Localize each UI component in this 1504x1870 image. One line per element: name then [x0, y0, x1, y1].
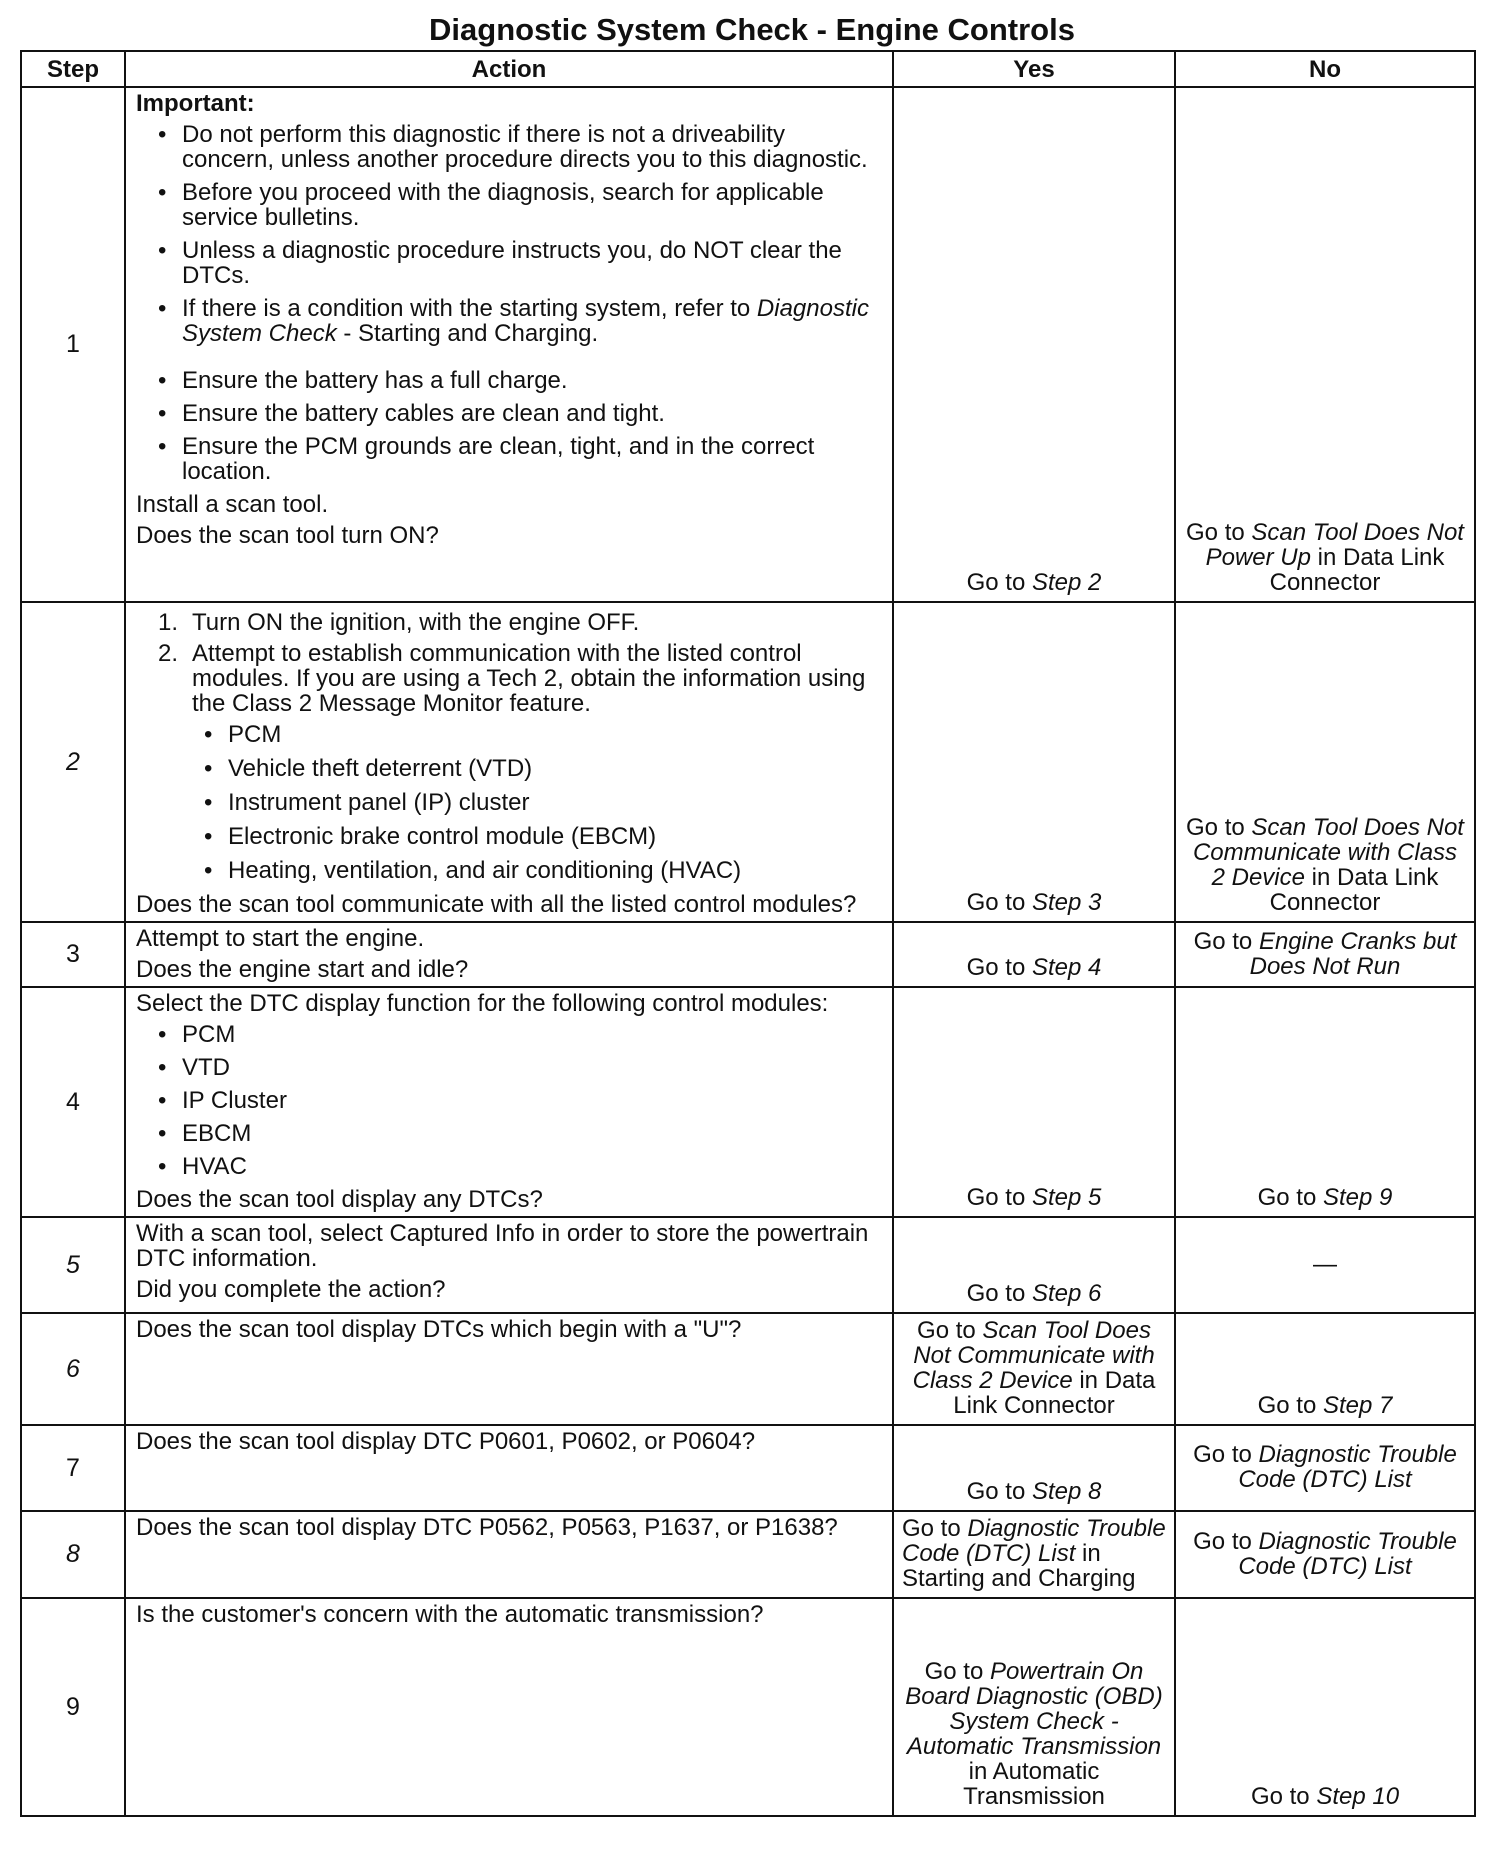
- yes-cell: [893, 1425, 1175, 1511]
- list-item: • VTD: [136, 1055, 882, 1080]
- text: Go to: [1193, 927, 1259, 955]
- header-step: Step: [21, 51, 125, 87]
- text: Go to: [1186, 519, 1252, 546]
- no-cell: [1175, 1313, 1475, 1425]
- step-number: 8: [21, 1511, 125, 1598]
- list-item: [136, 641, 882, 716]
- module-list: [136, 722, 882, 883]
- list-item: [136, 610, 882, 635]
- text: Go to: [966, 569, 1032, 596]
- reference-link[interactable]: Step 4: [1031, 954, 1102, 981]
- action-cell: [125, 1217, 893, 1313]
- table-row: [21, 602, 1475, 922]
- list-item: • EBCM: [136, 1121, 882, 1146]
- question: Does the scan tool communicate with all the listed control modules?: [136, 891, 857, 918]
- no-cell: [1175, 87, 1475, 602]
- reference-link[interactable]: Diagnostic System Check: [182, 295, 869, 347]
- list-item: • Ensure the PCM grounds are clean, tight, and in the correct location.: [136, 434, 882, 484]
- action-cell: [125, 1425, 893, 1511]
- yes-cell: [893, 602, 1175, 922]
- list-item: • Electronic brake control module (EBCM): [136, 824, 882, 849]
- text: Turn ON the ignition, with the engine OFF.: [192, 609, 640, 636]
- reference-link[interactable]: Scan Tool Does Not Communicate with Class 2 Device: [912, 1317, 1155, 1394]
- yes-cell: [893, 1511, 1175, 1598]
- important-label: Important:: [136, 90, 255, 117]
- action-cell: [125, 602, 893, 922]
- reference-link[interactable]: Diagnostic Trouble Code (DTC) List: [1238, 1527, 1457, 1580]
- action-line: Install a scan tool.: [136, 491, 329, 518]
- table-row: [21, 1217, 1475, 1313]
- text: Go to: [966, 889, 1032, 916]
- list-item: [136, 296, 882, 346]
- reference-link[interactable]: Step 10: [1316, 1783, 1400, 1810]
- question: Does the scan tool display DTC P0562, P0563, P1637, or P1638?: [136, 1514, 838, 1541]
- table-row: [21, 922, 1475, 987]
- list-item: • Ensure the battery cables are clean and tight.: [136, 401, 882, 426]
- list-item: • PCM: [136, 722, 882, 747]
- numbered-steps: [136, 610, 882, 716]
- yes-cell: [893, 1313, 1175, 1425]
- yes-cell: [893, 987, 1175, 1217]
- reference-link[interactable]: Step 7: [1322, 1392, 1393, 1419]
- reference-link[interactable]: Step 2: [1031, 569, 1102, 596]
- step-number: 7: [21, 1425, 125, 1511]
- list-item: • Vehicle theft deterrent (VTD): [136, 756, 882, 781]
- step-number: 9: [21, 1598, 125, 1816]
- text: Go to: [966, 1478, 1032, 1505]
- action-cell: [125, 1511, 893, 1598]
- no-cell: —: [1175, 1217, 1475, 1313]
- step-index: 2.: [158, 640, 179, 667]
- step-number: 2: [21, 602, 125, 922]
- list-item: • IP Cluster: [136, 1088, 882, 1113]
- no-cell: [1175, 602, 1475, 922]
- reference-link[interactable]: Diagnostic Trouble Code (DTC) List: [902, 1515, 1166, 1567]
- question: Does the scan tool turn ON?: [136, 522, 439, 549]
- no-cell: [1175, 1598, 1475, 1816]
- table-row: [21, 1511, 1475, 1598]
- step-number: 6: [21, 1313, 125, 1425]
- action-cell: [125, 87, 893, 602]
- text: Go to: [902, 1515, 968, 1542]
- step-number: 4: [21, 987, 125, 1217]
- header-action: Action: [125, 51, 893, 87]
- diagnostic-table: [20, 50, 1476, 1817]
- no-cell: [1175, 1425, 1475, 1511]
- step-number: 3: [21, 922, 125, 987]
- reference-link[interactable]: Scan Tool Does Not Power Up: [1205, 519, 1464, 571]
- text: in Automatic Transmission: [963, 1758, 1105, 1810]
- check-list: [136, 368, 882, 484]
- table-row: [21, 87, 1475, 602]
- header-yes: Yes: [893, 51, 1175, 87]
- text: Go to: [966, 1280, 1032, 1307]
- text: - Starting and Charging.: [336, 320, 599, 347]
- text: If there is a condition with the starting system, refer to: [182, 295, 757, 322]
- list-item: • Heating, ventilation, and air conditioning (HVAC): [136, 858, 882, 883]
- reference-link[interactable]: Step 5: [1031, 1184, 1102, 1211]
- question: Did you complete the action?: [136, 1276, 446, 1303]
- list-item: • Do not perform this diagnostic if there is not a driveability concern, unless another procedure directs you to this diagnostic.: [136, 122, 882, 172]
- text: Go to: [966, 1184, 1032, 1211]
- reference-link[interactable]: Step 6: [1031, 1280, 1102, 1307]
- yes-cell: [893, 1217, 1175, 1313]
- reference-link[interactable]: Step 3: [1031, 889, 1102, 916]
- action-cell: [125, 922, 893, 987]
- reference-link[interactable]: Powertrain On Board Diagnostic (OBD) System Check - Automatic Transmission: [905, 1658, 1163, 1760]
- list-item: • PCM: [136, 1022, 882, 1047]
- table-row: [21, 1425, 1475, 1511]
- text: in Data Link Connector: [1269, 864, 1439, 916]
- text: Go to: [1193, 1527, 1259, 1555]
- question: Does the scan tool display any DTCs?: [136, 1186, 543, 1213]
- header-no: No: [1175, 51, 1475, 87]
- text: in Data Link Connector: [1269, 544, 1445, 596]
- text: Go to: [1186, 814, 1252, 841]
- reference-link[interactable]: Scan Tool Does Not Communicate with Class 2 Device: [1192, 814, 1464, 891]
- yes-cell: [893, 1598, 1175, 1816]
- text: Go to: [1193, 1441, 1259, 1468]
- text: Go to: [1250, 1783, 1317, 1810]
- table-row: [21, 1598, 1475, 1816]
- action-line: Attempt to start the engine.: [136, 925, 425, 952]
- reference-link[interactable]: Engine Cranks but Does Not Run: [1249, 927, 1457, 980]
- page-title: Diagnostic System Check - Engine Controls: [429, 12, 1075, 47]
- action-line: With a scan tool, select Captured Info in order to store the powertrain DTC information.: [136, 1220, 869, 1272]
- yes-cell: [893, 87, 1175, 602]
- list-item: • Unless a diagnostic procedure instructs you, do NOT clear the DTCs.: [136, 238, 882, 288]
- table-row: [21, 1313, 1475, 1425]
- text: Go to: [966, 954, 1032, 981]
- text: Go to: [924, 1658, 990, 1685]
- reference-link[interactable]: Step 8: [1031, 1478, 1102, 1505]
- yes-cell: [893, 922, 1175, 987]
- module-list: [136, 1022, 882, 1179]
- action-cell: [125, 1598, 893, 1816]
- list-item: • Before you proceed with the diagnosis, search for applicable service bulletins.: [136, 180, 882, 230]
- action-cell: [125, 987, 893, 1217]
- question: Is the customer's concern with the automatic transmission?: [136, 1601, 764, 1628]
- text: in Data Link Connector: [953, 1367, 1156, 1419]
- text: Go to: [1257, 1392, 1323, 1419]
- text: Attempt to establish communication with the listed control modules. If you are using a Tech 2, obtain the information using the Class 2 Message Monitor feature.: [192, 640, 866, 717]
- question: Does the scan tool display DTC P0601, P0602, or P0604?: [136, 1428, 756, 1455]
- list-item: • Ensure the battery has a full charge.: [136, 368, 882, 393]
- text: Go to: [1257, 1184, 1323, 1211]
- no-cell: [1175, 1511, 1475, 1598]
- no-cell: [1175, 987, 1475, 1217]
- header-row: [21, 51, 1475, 87]
- list-item: • HVAC: [136, 1154, 882, 1179]
- question: Does the scan tool display DTCs which begin with a "U"?: [136, 1316, 742, 1343]
- table-row: [21, 987, 1475, 1217]
- question: Does the engine start and idle?: [136, 956, 469, 983]
- step-number: 5: [21, 1217, 125, 1313]
- action-line: Select the DTC display function for the following control modules:: [136, 990, 829, 1017]
- important-list: [136, 122, 882, 346]
- text: Go to: [917, 1317, 983, 1344]
- reference-link[interactable]: Diagnostic Trouble Code (DTC) List: [1238, 1441, 1457, 1493]
- text: in Starting and Charging: [902, 1540, 1136, 1592]
- list-item: • Instrument panel (IP) cluster: [136, 790, 882, 815]
- step-number: 1: [21, 87, 125, 602]
- action-cell: [125, 1313, 893, 1425]
- step-index: 1.: [158, 609, 179, 636]
- reference-link[interactable]: Step 9: [1322, 1184, 1393, 1211]
- no-cell: [1175, 922, 1475, 987]
